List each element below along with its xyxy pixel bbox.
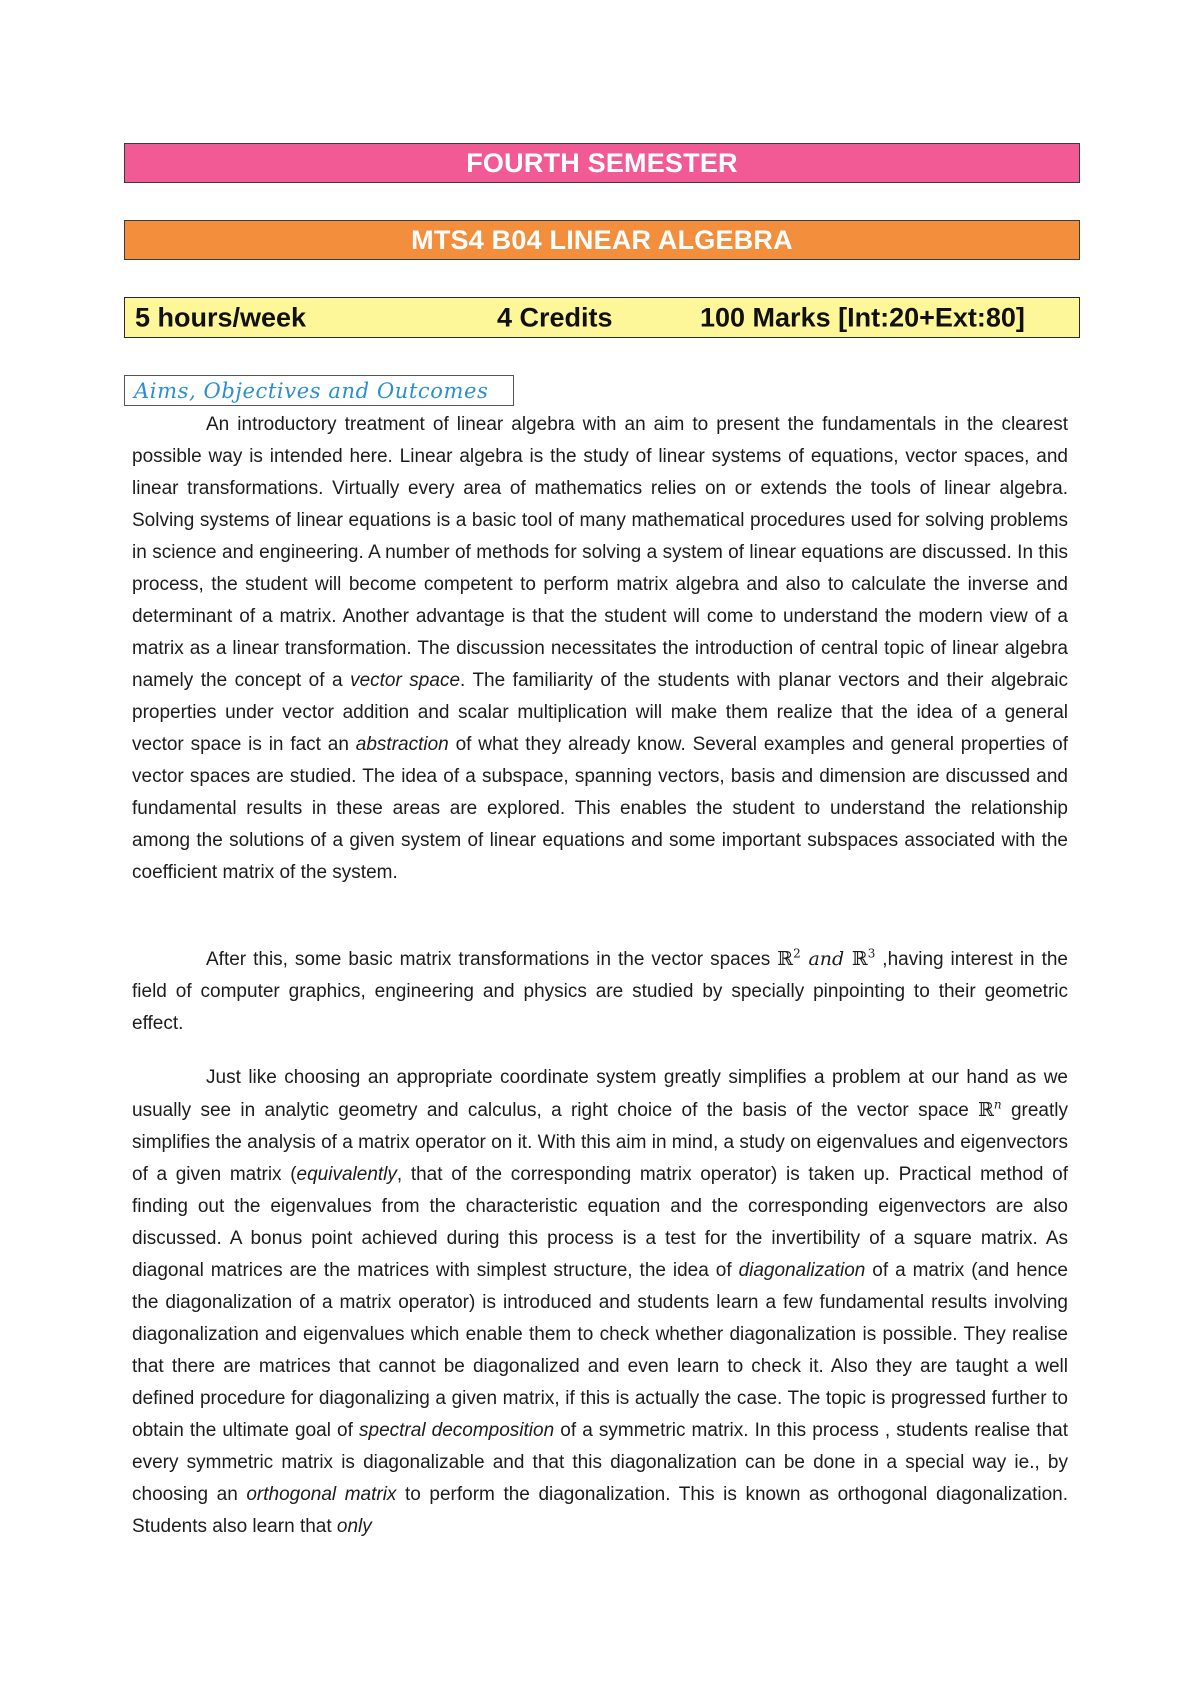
paragraph-text: Just like choosing an appropriate coordinate system greatly simplifies a problem at our hand as we usually see in analytic geometry and calculus, a right choice of the basis of the vector space [132, 1067, 1068, 1121]
emphasis-text: only [336, 1516, 372, 1537]
paragraph-text: greatly simplifies the analysis of a matrix operator on it. With this aim in mind, a study on eigenvalues and eigenvectors of a given matrix ( [132, 1100, 1068, 1185]
emphasis-text: equivalently [296, 1164, 397, 1185]
paragraph-text: , that of the corresponding matrix operator) is taken up. Practical method of finding out the eigenvalues from the characteristic equation and the corresponding eigenvectors are also discussed. A bonus point achieved during this process is a test for the invertibility of a square matrix. As diagonal matrices are the matrices with simplest structure, the idea of [132, 1164, 1068, 1281]
hours-per-week: 5 hours/week [135, 302, 307, 332]
paragraph-transformations [132, 943, 1068, 1040]
semester-banner [124, 143, 1080, 183]
real-numbers-symbol: ℝ [978, 1099, 994, 1121]
superscript: n [993, 1097, 1002, 1112]
real-numbers-symbol: ℝ [777, 948, 794, 970]
real-numbers-symbol: ℝ [851, 948, 868, 970]
emphasis-text: orthogonal matrix [246, 1484, 397, 1505]
math-text: and [800, 948, 852, 970]
credits: 4 Credits [497, 302, 613, 332]
semester-title: FOURTH SEMESTER [466, 147, 738, 178]
emphasis-text: abstraction [355, 734, 449, 755]
paragraph-text: of a matrix (and hence the diagonalization of a matrix operator) is introduced and students learn a few fundamental results involving diagonalization and eigenvalues which enable them to check whether diagonalization is possible. They realise that there are matrices that cannot be diagonalized and even learn to check it. Also they are taught a well defined procedure for diagonalizing a given matrix, if this is actually the case. The topic is progressed further to obtain the ultimate goal of [132, 1260, 1068, 1441]
superscript: 2 [793, 946, 801, 961]
paragraph-text: An introductory treatment of linear algebra with an aim to present the fundamentals in the clearest possible way is intended here. Linear algebra is the study of linear systems of equations, vector spaces, and linear transformations. Virtually every area of mathematics relies on or extends the tools of linear algebra. Solving systems of linear equations is a basic tool of many mathematical procedures used for solving problems in science and engineering. A number of methods for solving a system of linear equations are discussed. In this process, the student will become competent to perform matrix algebra and also to calculate the inverse and determinant of a matrix. Another advantage is that the student will come to understand the modern view of a matrix as a linear transformation. The discussion necessitates the introduction of central topic of linear algebra namely the concept of a [132, 414, 1068, 691]
paragraph-eigenvalues [132, 1062, 1068, 1543]
emphasis-text: diagonalization [738, 1260, 866, 1281]
superscript: 3 [867, 946, 876, 961]
course-banner [124, 220, 1080, 260]
paragraph-text: . The familiarity of the students with planar vectors and their algebraic properties under vector addition and scalar multiplication will make them realize that the idea of a general vector space is in fact an [132, 670, 1068, 755]
course-title: MTS4 B04 LINEAR ALGEBRA [411, 224, 793, 255]
emphasis-text: spectral decomposition [359, 1420, 555, 1441]
emphasis-text: vector space [350, 670, 461, 691]
paragraph-text: After this, some basic matrix transformations in the vector spaces [206, 949, 778, 970]
section-heading [124, 375, 514, 406]
course-info-bar [124, 297, 1080, 338]
section-title: Aims, Objectives and Outcomes [134, 378, 489, 403]
paragraph-text: of a symmetric matrix. In this process , students realise that every symmetric matrix is diagonalizable and that this diagonalization can be done in a special way ie., by choosing an [132, 1420, 1069, 1505]
marks: 100 Marks [Int:20+Ext:80] [700, 302, 1025, 332]
paragraph-text: ,having interest in the field of computer graphics, engineering and physics are studied by specially pinpointing to their geometric effect. [132, 949, 1068, 1034]
paragraph-text: to perform the diagonalization. This is known as orthogonal diagonalization. Students also learn that [132, 1484, 1069, 1537]
paragraph-text: of what they already know. Several examples and general properties of vector spaces are studied. The idea of a subspace, spanning vectors, basis and dimension are discussed and fundamental results in these areas are explored. This enables the student to understand the relationship among the solutions of a given system of linear equations and some important subspaces associated with the coefficient matrix of the system. [132, 734, 1068, 883]
paragraph-aims [132, 409, 1068, 889]
